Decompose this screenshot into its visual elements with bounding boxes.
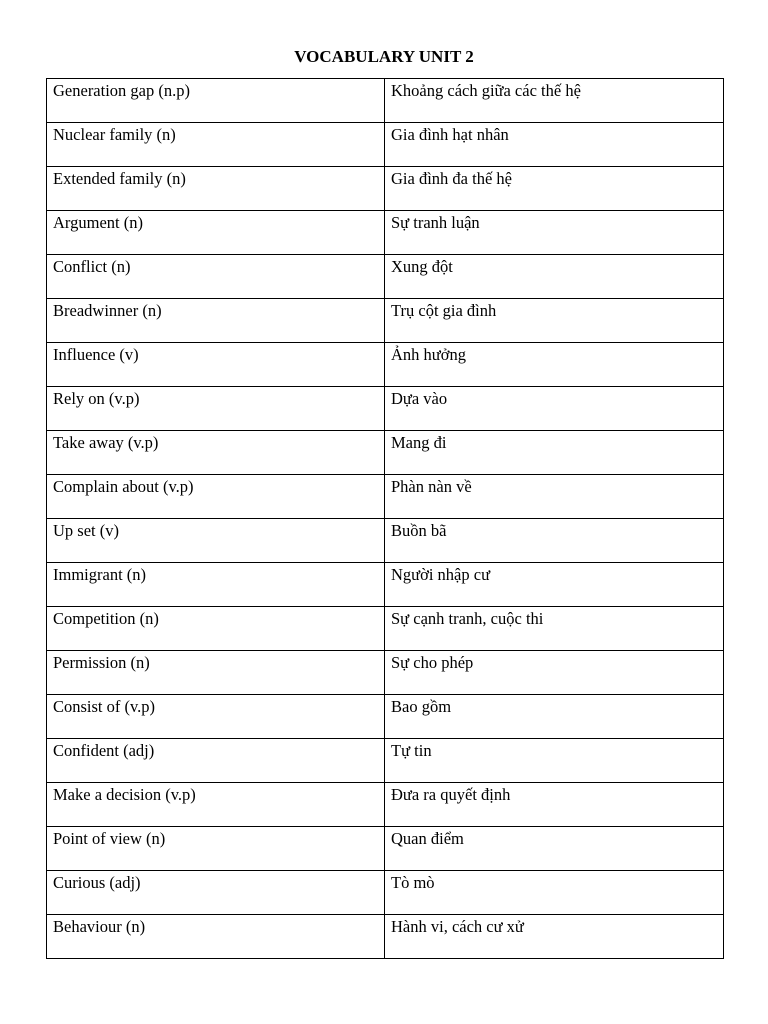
meaning-cell: Sự tranh luận xyxy=(385,211,724,255)
term-cell: Extended family (n) xyxy=(47,167,385,211)
term-cell: Permission (n) xyxy=(47,651,385,695)
meaning-cell: Gia đình đa thế hệ xyxy=(385,167,724,211)
term-cell: Confident (adj) xyxy=(47,739,385,783)
term-cell: Up set (v) xyxy=(47,519,385,563)
meaning-cell: Trụ cột gia đình xyxy=(385,299,724,343)
meaning-cell: Ảnh hưởng xyxy=(385,343,724,387)
term-cell: Generation gap (n.p) xyxy=(47,79,385,123)
term-cell: Nuclear family (n) xyxy=(47,123,385,167)
term-cell: Behaviour (n) xyxy=(47,915,385,959)
meaning-cell: Sự cho phép xyxy=(385,651,724,695)
term-cell: Conflict (n) xyxy=(47,255,385,299)
table-row xyxy=(47,299,724,343)
table-row xyxy=(47,915,724,959)
term-cell: Complain about (v.p) xyxy=(47,475,385,519)
meaning-cell: Người nhập cư xyxy=(385,563,724,607)
meaning-cell: Hành vi, cách cư xử xyxy=(385,915,724,959)
meaning-cell: Mang đi xyxy=(385,431,724,475)
meaning-cell: Khoảng cách giữa các thế hệ xyxy=(385,79,724,123)
table-row xyxy=(47,387,724,431)
table-row xyxy=(47,255,724,299)
term-cell: Point of view (n) xyxy=(47,827,385,871)
table-row xyxy=(47,607,724,651)
meaning-cell: Đưa ra quyết định xyxy=(385,783,724,827)
term-cell: Make a decision (v.p) xyxy=(47,783,385,827)
meaning-cell: Gia đình hạt nhân xyxy=(385,123,724,167)
term-cell: Immigrant (n) xyxy=(47,563,385,607)
table-row xyxy=(47,431,724,475)
table-row xyxy=(47,695,724,739)
table-row xyxy=(47,563,724,607)
table-row xyxy=(47,343,724,387)
meaning-cell: Tự tin xyxy=(385,739,724,783)
term-cell: Curious (adj) xyxy=(47,871,385,915)
table-row xyxy=(47,651,724,695)
meaning-cell: Xung đột xyxy=(385,255,724,299)
table-row xyxy=(47,475,724,519)
meaning-cell: Sự cạnh tranh, cuộc thi xyxy=(385,607,724,651)
vocabulary-table xyxy=(46,78,724,959)
meaning-cell: Bao gồm xyxy=(385,695,724,739)
meaning-cell: Quan điểm xyxy=(385,827,724,871)
table-row xyxy=(47,79,724,123)
page-title: VOCABULARY UNIT 2 xyxy=(294,47,474,66)
term-cell: Argument (n) xyxy=(47,211,385,255)
meaning-cell: Buồn bã xyxy=(385,519,724,563)
table-row xyxy=(47,519,724,563)
term-cell: Take away (v.p) xyxy=(47,431,385,475)
table-row xyxy=(47,123,724,167)
meaning-cell: Phàn nàn về xyxy=(385,475,724,519)
vocabulary-table-body xyxy=(47,79,724,959)
term-cell: Influence (v) xyxy=(47,343,385,387)
term-cell: Consist of (v.p) xyxy=(47,695,385,739)
meaning-cell: Tò mò xyxy=(385,871,724,915)
term-cell: Competition (n) xyxy=(47,607,385,651)
table-row xyxy=(47,783,724,827)
table-row xyxy=(47,211,724,255)
table-row xyxy=(47,167,724,211)
table-row xyxy=(47,739,724,783)
term-cell: Breadwinner (n) xyxy=(47,299,385,343)
meaning-cell: Dựa vào xyxy=(385,387,724,431)
table-row xyxy=(47,827,724,871)
term-cell: Rely on (v.p) xyxy=(47,387,385,431)
table-row xyxy=(47,871,724,915)
